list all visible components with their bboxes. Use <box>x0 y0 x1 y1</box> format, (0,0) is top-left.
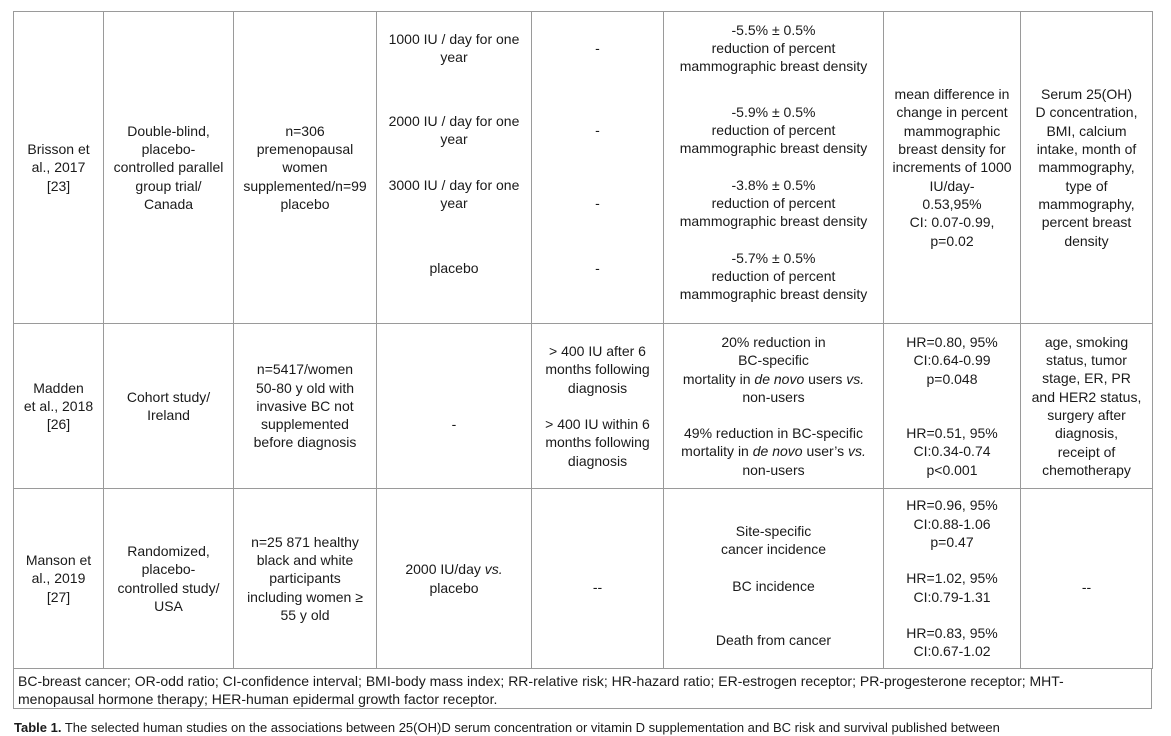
population-cell: n=5417/women 50-80 y old with invasive BC not supplemented before diagnosis <box>234 324 377 489</box>
dose-cell: - <box>377 324 532 489</box>
study-cell: Manson et al., 2019 [27] <box>14 489 104 669</box>
adjusted-cell: -- <box>1021 489 1153 669</box>
timing-cell: > 400 IU after 6 months following diagnosis > 400 IU within 6 months following diagnosis <box>532 324 664 489</box>
footnote-line: menopausal hormone therapy; HER-human epidermal growth factor receptor. <box>18 691 498 708</box>
footnote-line: BC-breast cancer; OR-odd ratio; CI-confidence interval; BMI-body mass index; RR-relative risk; HR-hazard ratio; ER-estrogen receptor; PR-progesterone receptor; MHT- <box>18 673 1064 689</box>
timing-cell: -- <box>532 489 664 669</box>
population-cell: n=306 premenopausal women supplemented/n=99 placebo <box>234 12 377 324</box>
study-cell: Brisson et al., 2017 [23] <box>14 12 104 324</box>
result-cell: 20% reduction in BC-specific mortality in de novo users vs. non-users 49% reduction in BC-specific mortality in de novo user’s vs. non-users <box>664 324 884 489</box>
caption-text: The selected human studies on the associations between 25(OH)D serum concentration or vitamin D supplementation and BC risk and survival published between <box>61 720 1000 735</box>
design-cell: Cohort study/ Ireland <box>104 324 234 489</box>
population-cell: n=25 871 healthy black and white participants including women ≥ 55 y old <box>234 489 377 669</box>
timing-cell: - <box>532 12 664 85</box>
dose-cell: 2000 IU / day for one year <box>377 85 532 176</box>
timing-cell: - <box>532 176 664 249</box>
result-cell: -5.9% ± 0.5% reduction of percent mammographic breast density <box>664 85 884 176</box>
effect-cell: mean difference in change in percent mammographic breast density for increments of 1000 IU/day- 0.53,95% CI: 0.07-0.99, p=0.02 <box>884 12 1021 324</box>
timing-cell: - <box>532 249 664 324</box>
design-cell: Randomized, placebo- controlled study/ USA <box>104 489 234 669</box>
dose-cell: 1000 IU / day for one year <box>377 12 532 85</box>
table-row <box>14 324 1153 489</box>
table-footnote <box>13 669 1152 709</box>
result-cell: -3.8% ± 0.5% reduction of percent mammographic breast density <box>664 176 884 249</box>
timing-cell: - <box>532 85 664 176</box>
study-cell: Madden et al., 2018 [26] <box>14 324 104 489</box>
result-cell: -5.7% ± 0.5% reduction of percent mammographic breast density <box>664 249 884 324</box>
result-cell: -5.5% ± 0.5% reduction of percent mammographic breast density <box>664 12 884 85</box>
adjusted-cell: age, smoking status, tumor stage, ER, PR and HER2 status, surgery after diagnosis, receipt of chemotherapy <box>1021 324 1153 489</box>
studies-table <box>13 11 1153 669</box>
caption-label: Table 1. <box>14 720 62 735</box>
result-cell: Site-specific cancer incidence BC incidence Death from cancer <box>664 489 884 669</box>
effect-cell: HR=0.80, 95% CI:0.64-0.99 p=0.048 HR=0.51, 95% CI:0.34-0.74 p<0.001 <box>884 324 1021 489</box>
table-caption <box>14 720 1164 736</box>
table-row <box>14 489 1153 669</box>
design-cell: Double-blind, placebo- controlled parallel group trial/ Canada <box>104 12 234 324</box>
table-row <box>14 12 1153 85</box>
dose-cell: 3000 IU / day for one year <box>377 176 532 249</box>
effect-cell: HR=0.96, 95% CI:0.88-1.06 p=0.47 HR=1.02, 95% CI:0.79-1.31 HR=0.83, 95% CI:0.67-1.02 <box>884 489 1021 669</box>
dose-cell: placebo <box>377 249 532 324</box>
adjusted-cell: Serum 25(OH) D concentration, BMI, calcium intake, month of mammography, type of mammography, percent breast density <box>1021 12 1153 324</box>
dose-cell: 2000 IU/day vs. placebo <box>377 489 532 669</box>
